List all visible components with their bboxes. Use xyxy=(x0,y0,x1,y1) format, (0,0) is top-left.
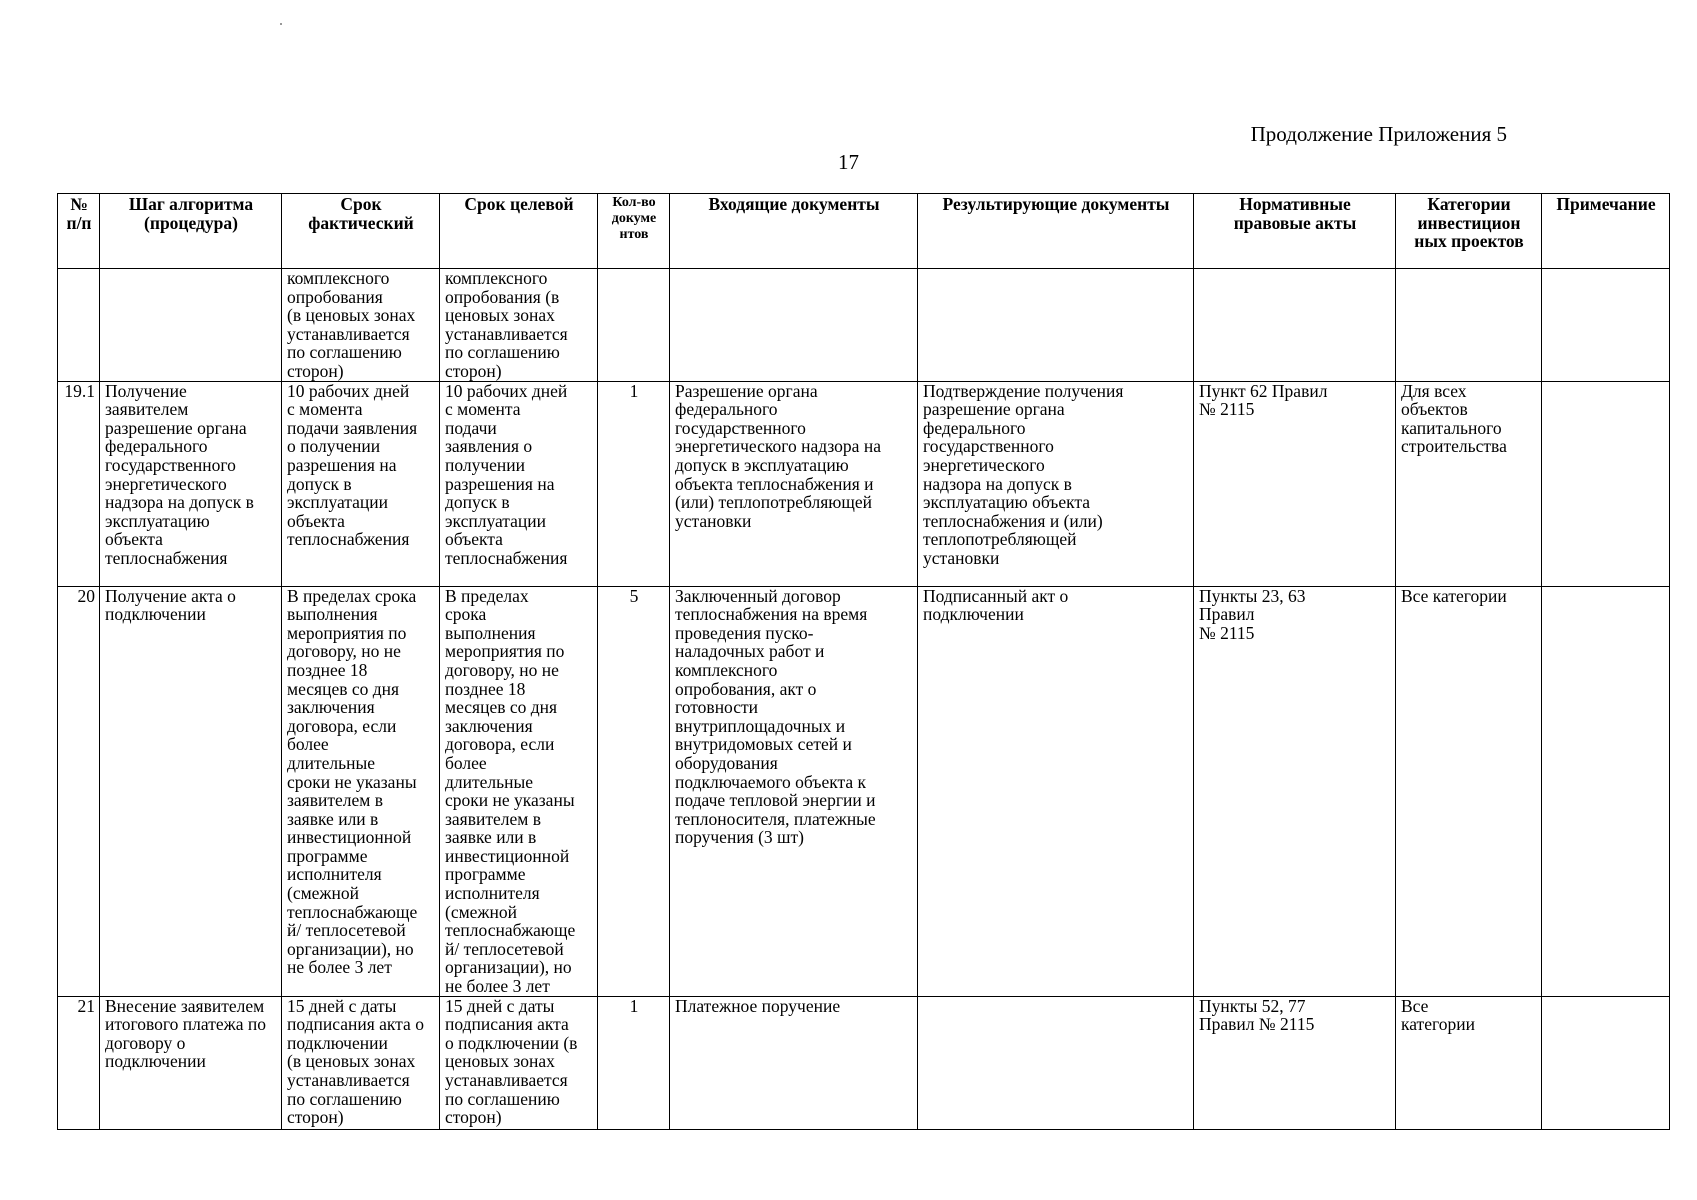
cell-incoming: Заключенный договор теплоснабжения на время проведения пуско- наладочных работ и комплексного опробования, акт о готовности внутриплощадочных и внутридомовых сетей и оборудования подключаемого объекта к подаче тепловой энергии и теплоносителя, платежные поручения (3 шт) xyxy=(670,586,918,996)
cell-acts: Пункты 23, 63 Правил № 2115 xyxy=(1194,586,1396,996)
cell-num: 21 xyxy=(58,996,100,1129)
cell-categories: Все категории xyxy=(1396,586,1542,996)
scan-speck xyxy=(280,23,282,25)
cell-categories: Все категории xyxy=(1396,996,1542,1129)
cell-acts xyxy=(1194,269,1396,382)
header-doc-count: Кол-во докуме нтов xyxy=(598,194,670,269)
header-incoming: Входящие документы xyxy=(670,194,918,269)
algorithm-table xyxy=(57,193,1670,1130)
cell-note xyxy=(1542,996,1670,1129)
cell-resulting: Подтверждение получения разрешение органа федерального государственного энергетического надзора на допуск в эксплуатацию объекта теплоснабжения и (или) теплопотребляющей установки xyxy=(918,381,1194,586)
table-row xyxy=(58,269,1670,382)
cell-doc-count: 1 xyxy=(598,381,670,586)
cell-term-actual: В пределах срока выполнения мероприятия по договору, но не позднее 18 месяцев со дня заключения договора, если более длительные сроки не указаны заявителем в заявке или в инвестиционной программе исполнителя (смежной теплоснабжающе й/ теплосетевой организации), но не более 3 лет xyxy=(282,586,440,996)
cell-incoming xyxy=(670,269,918,382)
cell-num: 20 xyxy=(58,586,100,996)
cell-term-actual: 15 дней с даты подписания акта о подключении (в ценовых зонах устанавливается по соглашению сторон) xyxy=(282,996,440,1129)
cell-term-target: 15 дней с даты подписания акта о подключении (в ценовых зонах устанавливается по соглашению сторон) xyxy=(440,996,598,1129)
cell-doc-count xyxy=(598,269,670,382)
cell-acts: Пункты 52, 77 Правил № 2115 xyxy=(1194,996,1396,1129)
cell-doc-count: 1 xyxy=(598,996,670,1129)
header-step: Шаг алгоритма (процедура) xyxy=(100,194,282,269)
cell-categories: Для всех объектов капитального строительства xyxy=(1396,381,1542,586)
table-row xyxy=(58,381,1670,586)
cell-doc-count: 5 xyxy=(598,586,670,996)
cell-resulting xyxy=(918,996,1194,1129)
cell-incoming: Разрешение органа федерального государственного энергетического надзора на допуск в эксплуатацию объекта теплоснабжения и (или) теплопотребляющей установки xyxy=(670,381,918,586)
appendix-heading: Продолжение Приложения 5 xyxy=(1250,122,1507,146)
cell-term-actual: комплексного опробования (в ценовых зонах устанавливается по соглашению сторон) xyxy=(282,269,440,382)
cell-step xyxy=(100,269,282,382)
page-number: 17 xyxy=(838,150,859,174)
header-num: № п/п xyxy=(58,194,100,269)
cell-term-target: 10 рабочих дней с момента подачи заявления о получении разрешения на допуск в эксплуатации объекта теплоснабжения xyxy=(440,381,598,586)
cell-num xyxy=(58,269,100,382)
header-resulting: Результирующие документы xyxy=(918,194,1194,269)
header-note: Примечание xyxy=(1542,194,1670,269)
header-acts: Нормативные правовые акты xyxy=(1194,194,1396,269)
cell-resulting xyxy=(918,269,1194,382)
table-row xyxy=(58,586,1670,996)
table-row xyxy=(58,996,1670,1129)
cell-incoming: Платежное поручение xyxy=(670,996,918,1129)
cell-num: 19.1 xyxy=(58,381,100,586)
cell-note xyxy=(1542,586,1670,996)
header-term-target: Срок целевой xyxy=(440,194,598,269)
cell-step: Внесение заявителем итогового платежа по договору о подключении xyxy=(100,996,282,1129)
cell-note xyxy=(1542,269,1670,382)
cell-categories xyxy=(1396,269,1542,382)
cell-term-actual: 10 рабочих дней с момента подачи заявления о получении разрешения на допуск в эксплуатации объекта теплоснабжения xyxy=(282,381,440,586)
cell-acts: Пункт 62 Правил № 2115 xyxy=(1194,381,1396,586)
cell-step: Получение заявителем разрешение органа федерального государственного энергетического надзора на допуск в эксплуатацию объекта теплоснабжения xyxy=(100,381,282,586)
cell-resulting: Подписанный акт о подключении xyxy=(918,586,1194,996)
cell-step: Получение акта о подключении xyxy=(100,586,282,996)
header-term-actual: Срок фактический xyxy=(282,194,440,269)
header-categories: Категории инвестицион ных проектов xyxy=(1396,194,1542,269)
cell-term-target: комплексного опробования (в ценовых зонах устанавливается по соглашению сторон) xyxy=(440,269,598,382)
cell-term-target: В пределах срока выполнения мероприятия по договору, но не позднее 18 месяцев со дня заключения договора, если более длительные сроки не указаны заявителем в заявке или в инвестиционной программе исполнителя (смежной теплоснабжающе й/ теплосетевой организации), но не более 3 лет xyxy=(440,586,598,996)
header-row xyxy=(58,194,1670,269)
cell-note xyxy=(1542,381,1670,586)
